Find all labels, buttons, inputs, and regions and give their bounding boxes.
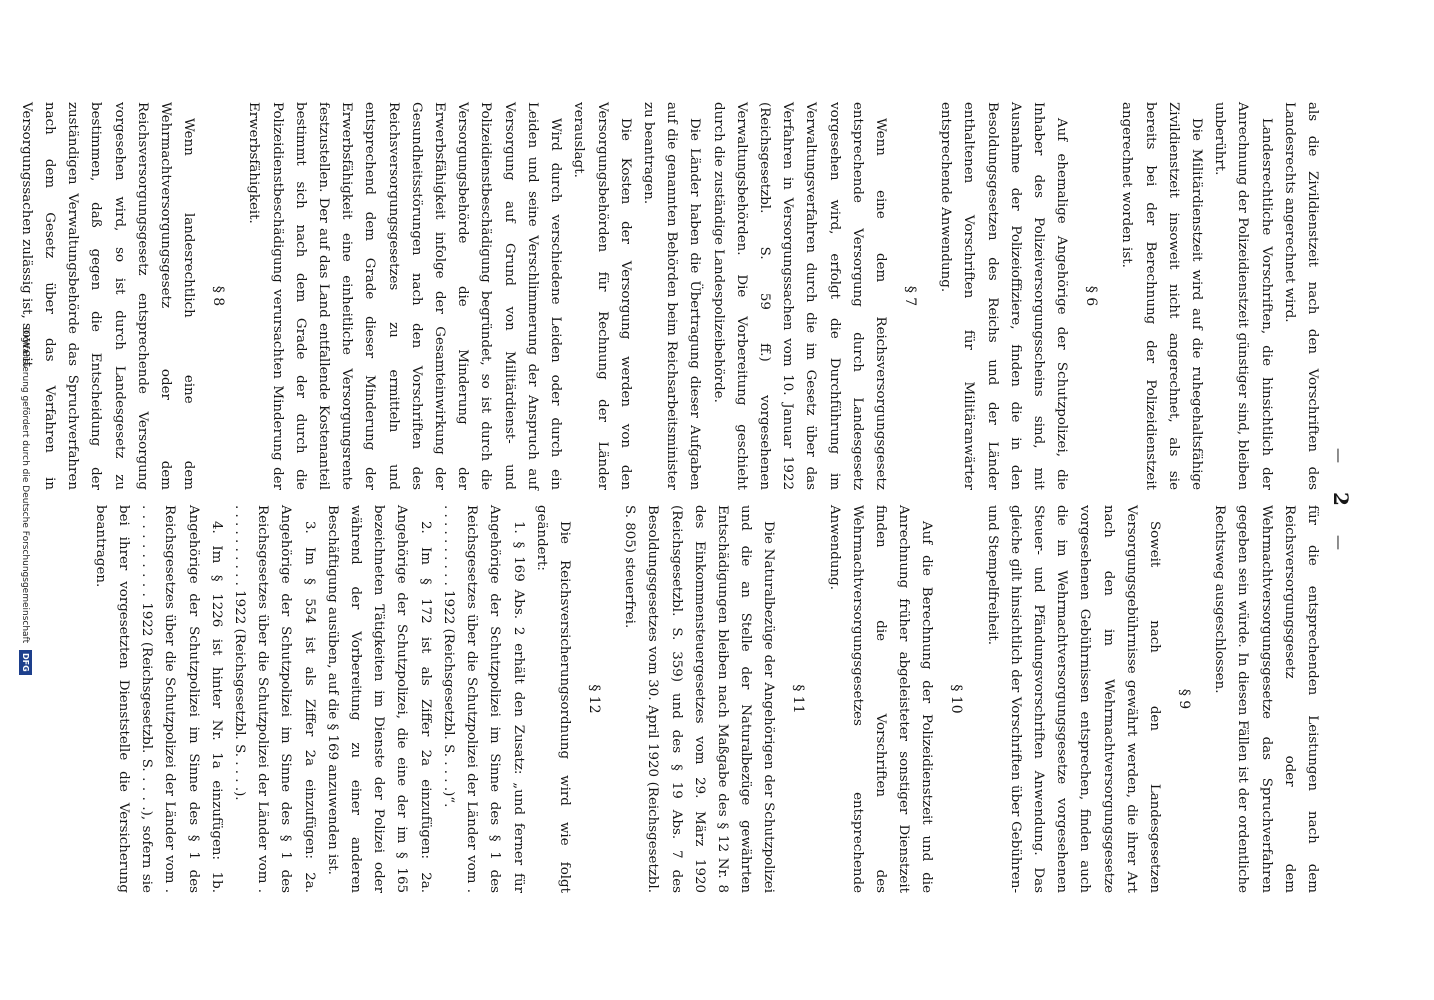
section-heading-11: § 11 — [790, 684, 807, 714]
paragraph: Wird durch verschiedene Leiden oder durch ein Leiden und seine Verschlimmerung der Anspruch auf Versorgung auf Grund von Militärdienst- und Polizeidienstbeschädigung begründet, so ist durch die Versorgungsbehörde die Minderung der Erwerbsfähigkeit infolge der Gesamteinwirkung der Gesundheitsstörungen nach den Vorschriften des Reichsversorgungsgesetzes zu ermitteln und entsprechend dem Grade dieser Minderung der Erwerbsfähigkeit eine einheitliche Versorgungsrente festzustellen. Der auf das Land entfallende Kostenanteil bestimmt sich nach dem Grade der durch die Polizeidienstbeschädigung verursachten Minderung der Erwerbsfähigkeit. — [246, 102, 564, 490]
list-item: 2. Im § 172 ist als Ziffer 2a einzufügen: 2a. Angehörige der Schutzpolizei, die eine der im § 165 bezeichneten Tätigkeiten im Dienste der Polizei oder während der Vorbereitung zu einer anderen Beschäftigung ausüben, auf die § 169 anzuwenden ist. — [324, 505, 433, 893]
paragraph: Auf ehemalige Angehörige der Schutzpolizei, die Inhaber des Polizeiversorgungsscheins sind, mit Ausnahme der Polizeioffiziere, finden die in den Besoldungsgesetzen des Reichs und der Länder enthaltenen Vorschriften für Militäranwärter entsprechende Anwendung. — [938, 102, 1070, 490]
section-heading-9: § 9 — [1175, 688, 1192, 710]
page-number-line — [1328, 0, 1354, 1000]
paragraph: Die Kosten der Versorgung werden von den Versorgungsbehörden für Rechnung der Länder verauslagt. — [571, 102, 633, 490]
paragraph: Wenn eine dem Reichsversorgungsgesetz entsprechende Versorgung durch Landesgesetz vorgesehen wird, erfolgt die Durchführung im Verwaltungsverfahren durch die im Gesetz über das Verfahren in Versorgungssachen vom 10. Januar 1922 (Reichsgesetzbl. S. 59 ff.) vorgesehenen Verwaltungsbehörden. Die Vorbereitung geschieht durch die zuständige Landespolizeibehörde. — [710, 102, 888, 490]
paragraph: Auf die Berechnung der Polizeidienstzeit und die Anrechnung früher abgeleisteter sonstiger Dienstzeit finden die Vorschriften des Wehrmachtversorgungsgesetzes entsprechende Anwendung. — [826, 505, 935, 893]
page-number-dash-right: — — [1330, 535, 1348, 553]
section-heading-6: § 6 — [1083, 285, 1100, 307]
left-text-column — [15, 102, 1324, 490]
page-number-dash-left: — — [1330, 447, 1348, 465]
right-text-column — [89, 505, 1324, 893]
page-number: 2 — [1329, 492, 1353, 508]
section-heading-12: § 12 — [585, 684, 602, 714]
digitization-credit-text: Digitalisierung gefördert durch die Deutsche Forschungsgemeinschaft — [20, 327, 30, 644]
section-heading-8: § 8 — [210, 285, 227, 307]
paragraph: Die Naturalbezüge der Angehörigen der Schutzpolizei und die an Stelle der Naturalbezüge gewährten Entschädigungen bleiben nach Maßgabe des § 12 Nr. 8 des Einkommensteuergesetzes vom 29. März 1920 (Reichsgesetzbl. S. 359) und des § 19 Abs. 7 des Besoldungsgesetzes vom 30. April 1920 (Reichsgesetzbl. S. 805) steuerfrei. — [622, 505, 777, 893]
paragraph: Soweit nach den Landesgesetzen Versorgungsgebührnisse gewährt werden, die ihrer Art nach den im Wehrmachtversorgungsgesetze vorgesehenen Gebührnissen entsprechen, finden auch die im Wehrmachtversorgungsgesetze vorgesehenen Steuer- und Pfändungsvorschriften Anwendung. Das gleiche gilt hinsichtlich der Vorschriften über Gebühren- und Stempelfreiheit. — [984, 505, 1162, 893]
digitization-credit — [18, 6, 32, 996]
list-item: 4. Im § 1226 ist hinter Nr. 1a einzufügen: 1b. Angehörige der Schutzpolizei im Sinne des § 1 des Reichsgesetzes über die Schutzpolizei der Länder vom . . . . . . . . . . . 1922 (Reichsgesetzbl. S. . . . .), sofern sie bei ihrer vorgesetzten Dienststelle die Versicherung beantragen. — [92, 505, 224, 893]
paragraph: Landesrechtliche Vorschriften, die hinsichtlich der Anrechnung der Polizeidienstzeit günstiger sind, bleiben unberührt. — [1212, 102, 1274, 490]
paragraph: als die Zivildienstzeit nach den Vorschriften des Landesrechts angerechnet wird. — [1281, 102, 1320, 490]
paragraph: für die entsprechenden Leistungen nach dem Reichsversorgungsgesetz oder dem Wehrmachtversorgungsgesetze das Spruchverfahren gegeben sein würde. In diesen Fällen ist der ordentliche Rechtsweg ausgeschlossen. — [1212, 505, 1320, 893]
paragraph: Die Militärdienstzeit wird auf die ruhegehaltsfähige Zivildienstzeit insoweit nicht angerechnet, als sie bereits bei der Berechnung der Polizeidienstzeit angerechnet worden ist. — [1119, 102, 1204, 490]
paragraph: Wenn landesrechtlich eine dem Wehrmachtversorgungsgesetz oder dem Reichsversorgungsgesetz entsprechende Versorgung vorgesehen wird, so ist durch Landesgesetz zu bestimmen, daß gegen die Entscheidung der zuständigen Verwaltungsbehörde das Spruchverfahren nach dem Gesetz über das Verfahren in Versorgungssachen zulässig ist, soweit — [18, 102, 197, 490]
paragraph: Die Reichsversicherungsordnung wird wie folgt geändert: — [533, 505, 572, 893]
paragraph: Die Länder haben die Übertragung dieser Aufgaben auf die genannten Behörden beim Reichsarbeitsminister zu beantragen. — [640, 102, 703, 490]
dfg-logo: DFG — [19, 650, 32, 675]
section-heading-10: § 10 — [948, 684, 965, 714]
list-item: 3. Im § 554 ist als Ziffer 2a einzufügen: 2a. Angehörige der Schutzpolizei im Sinne des § 1 des Reichsgesetzes über die Schutzpolizei der Länder vom . . . . . . . . . . . 1922 (Reichsgesetzbl. S. . . . .). — [232, 505, 317, 893]
section-heading-7: § 7 — [901, 285, 918, 307]
list-item: 1. § 169 Abs. 2 erhält den Zusatz: „und ferner für Angehörige der Schutzpolizei im Sinne des § 1 des Reichsgesetzes über die Schutzpolizei der Länder vom . . . . . . . . . . . 1922 (Reichsgesetzbl. S. . . . .)“. — [440, 505, 526, 893]
